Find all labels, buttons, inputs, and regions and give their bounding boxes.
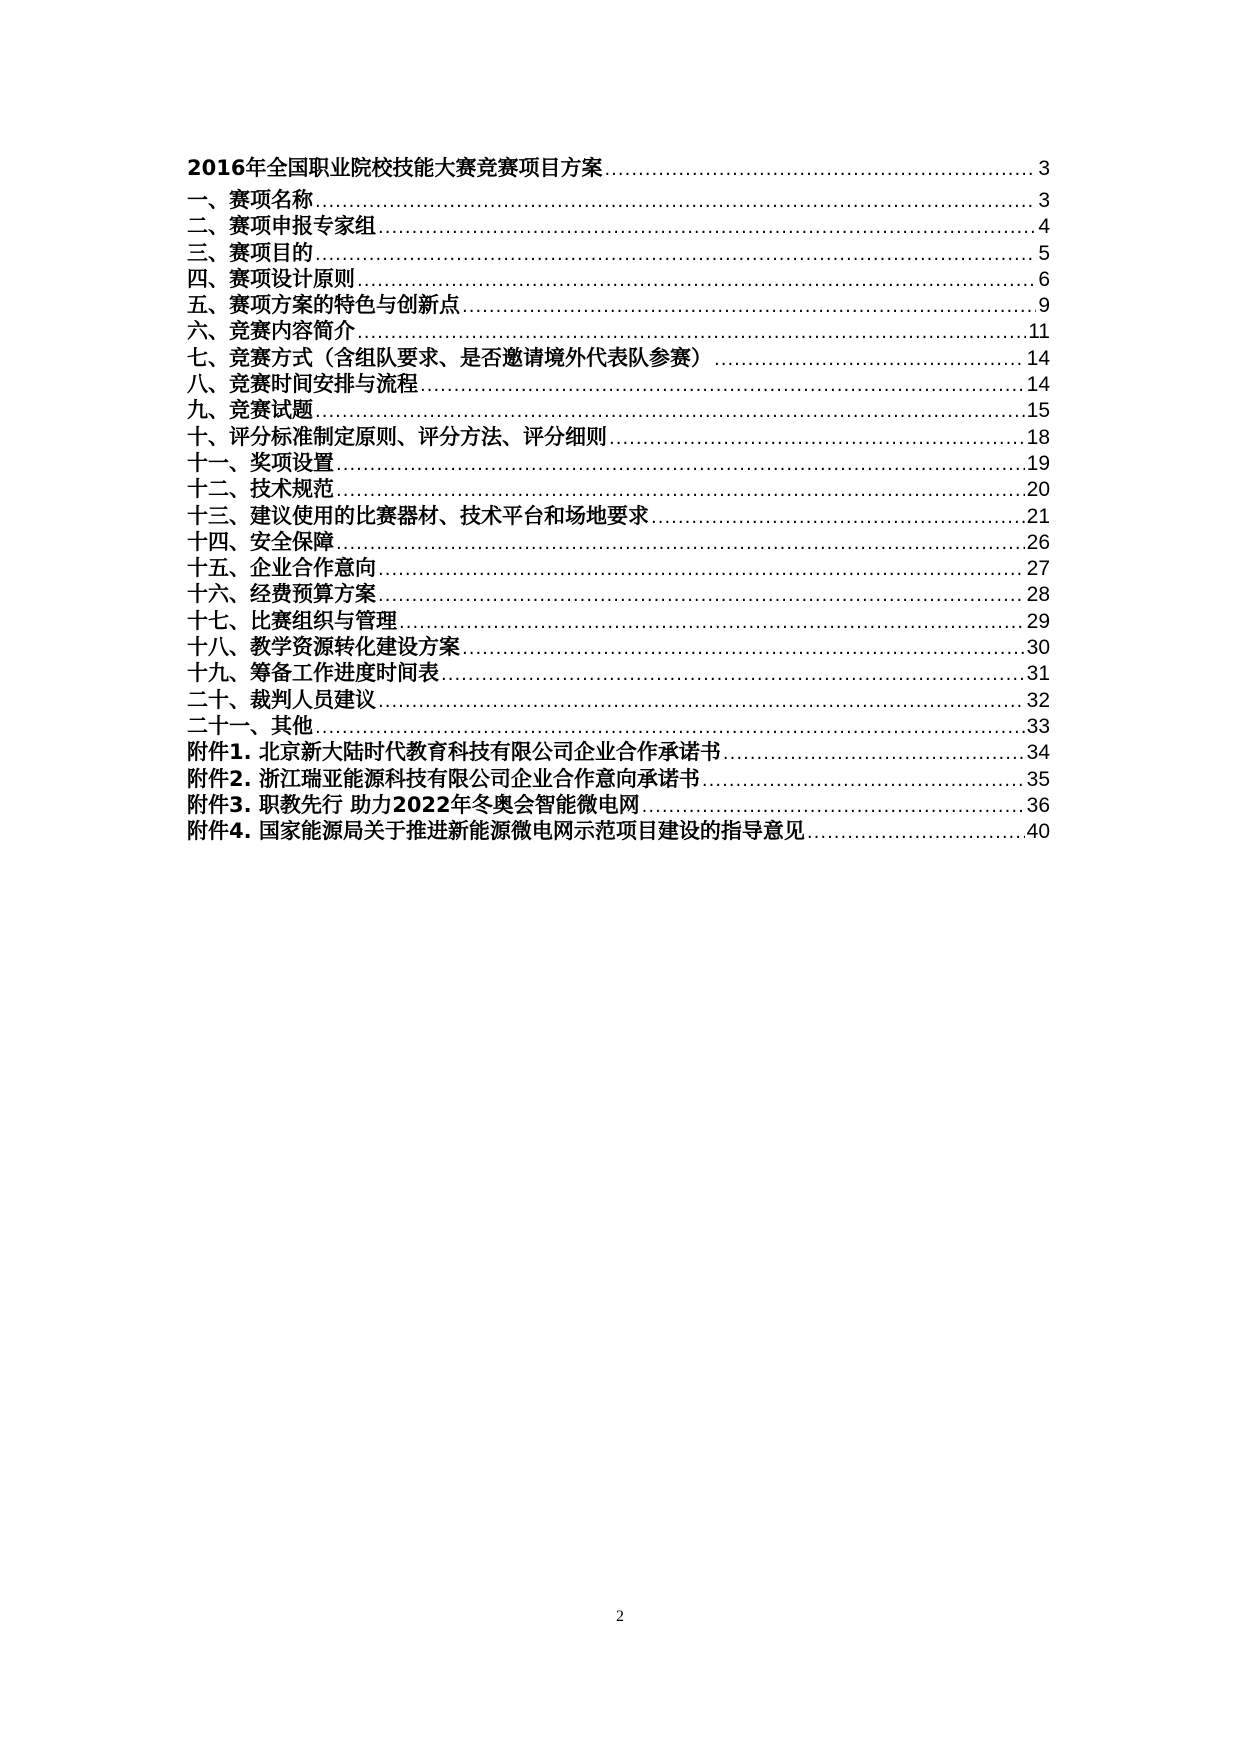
toc-dot-leader bbox=[315, 242, 1036, 268]
toc-entry[interactable] bbox=[187, 766, 1050, 792]
toc-entry-page: 40 bbox=[1026, 820, 1050, 844]
toc-entry[interactable] bbox=[187, 240, 1050, 266]
toc-entry-title: 十八、教学资源转化建设方案 bbox=[187, 635, 460, 660]
toc-dot-leader bbox=[714, 347, 1025, 373]
toc-entry-page: 27 bbox=[1026, 557, 1050, 581]
toc-entry-page: 18 bbox=[1026, 425, 1050, 449]
toc-entry-title: 十三、建议使用的比赛器材、技术平台和场地要求 bbox=[187, 503, 649, 528]
toc-entry-page: 34 bbox=[1026, 741, 1050, 765]
toc-entry-page: 26 bbox=[1026, 530, 1050, 554]
toc-entry-title: 六、竞赛内容简介 bbox=[187, 319, 355, 344]
toc-entry-title: 十一、奖项设置 bbox=[187, 450, 334, 475]
toc-entry-title: 十五、企业合作意向 bbox=[187, 556, 376, 581]
toc-entry-page: 21 bbox=[1026, 504, 1050, 528]
toc-entry-page: 20 bbox=[1026, 478, 1050, 502]
toc-entry-page: 29 bbox=[1026, 609, 1050, 633]
toc-entry[interactable] bbox=[187, 634, 1050, 660]
toc-entry-page: 19 bbox=[1026, 451, 1050, 475]
toc-dot-leader bbox=[604, 157, 1036, 183]
toc-entry-title: 二十一、其他 bbox=[187, 713, 313, 738]
toc-dot-leader bbox=[609, 426, 1025, 452]
toc-dot-leader bbox=[378, 557, 1025, 583]
toc-entry[interactable] bbox=[187, 155, 1050, 187]
toc-entry[interactable] bbox=[187, 608, 1050, 634]
toc-entry-page: 9 bbox=[1038, 294, 1050, 318]
toc-entry-title: 二十、裁判人员建议 bbox=[187, 687, 376, 712]
toc-entry-title: 附件2. 浙江瑞亚能源科技有限公司企业合作意向承诺书 bbox=[187, 766, 700, 791]
toc-dot-leader bbox=[807, 820, 1025, 846]
toc-entry-title: 九、竞赛试题 bbox=[187, 398, 313, 423]
toc-entry-title: 十四、安全保障 bbox=[187, 529, 334, 554]
toc-entry-title: 八、竞赛时间安排与流程 bbox=[187, 372, 418, 397]
toc-dot-leader bbox=[336, 531, 1025, 557]
toc-entry[interactable] bbox=[187, 187, 1050, 213]
toc-dot-leader bbox=[378, 215, 1036, 241]
toc-dot-leader bbox=[336, 452, 1025, 478]
toc-entry[interactable] bbox=[187, 266, 1050, 292]
toc-entry[interactable] bbox=[187, 213, 1050, 239]
toc-dot-leader bbox=[651, 505, 1025, 531]
toc-entry-title: 附件3. 职教先行 助力2022年冬奥会智能微电网 bbox=[187, 792, 640, 817]
toc-dot-leader bbox=[399, 610, 1025, 636]
toc-dot-leader bbox=[642, 794, 1025, 820]
toc-entry-title: 二、赛项申报专家组 bbox=[187, 214, 376, 239]
toc-entry-page: 35 bbox=[1026, 767, 1050, 791]
toc-dot-leader bbox=[378, 689, 1025, 715]
toc-entry-page: 11 bbox=[1028, 320, 1050, 344]
toc-entry-page: 31 bbox=[1026, 662, 1050, 686]
toc-dot-leader bbox=[702, 768, 1025, 794]
toc-entry-title: 2016年全国职业院校技能大赛竞赛项目方案 bbox=[187, 156, 603, 180]
toc-entry-page: 14 bbox=[1026, 373, 1050, 397]
toc-entry[interactable] bbox=[187, 397, 1050, 423]
toc-entry[interactable] bbox=[187, 739, 1050, 765]
toc-entry-title: 四、赛项设计原则 bbox=[187, 266, 355, 291]
toc-entry-page: 5 bbox=[1038, 241, 1050, 265]
toc-entry[interactable] bbox=[187, 424, 1050, 450]
toc-entry-page: 30 bbox=[1026, 636, 1050, 660]
toc-entry-title: 一、赛项名称 bbox=[187, 188, 313, 212]
table-of-contents bbox=[187, 155, 1050, 844]
toc-entry[interactable] bbox=[187, 450, 1050, 476]
toc-entry-page: 15 bbox=[1026, 399, 1050, 423]
toc-entry[interactable] bbox=[187, 713, 1050, 739]
toc-entry-title: 十七、比赛组织与管理 bbox=[187, 608, 397, 633]
toc-entry-page: 4 bbox=[1038, 215, 1050, 239]
toc-entry-title: 十九、筹备工作进度时间表 bbox=[187, 661, 439, 686]
toc-entry-title: 附件1. 北京新大陆时代教育科技有限公司企业合作承诺书 bbox=[187, 740, 721, 765]
toc-dot-leader bbox=[723, 741, 1025, 767]
toc-dot-leader bbox=[462, 294, 1036, 320]
toc-entry[interactable] bbox=[187, 476, 1050, 502]
toc-entry[interactable] bbox=[187, 660, 1050, 686]
toc-entry[interactable] bbox=[187, 818, 1050, 844]
toc-dot-leader bbox=[336, 478, 1025, 504]
toc-entry-page: 3 bbox=[1038, 157, 1050, 180]
toc-entry-page: 6 bbox=[1038, 267, 1050, 291]
toc-entry-page: 28 bbox=[1026, 583, 1050, 607]
toc-entry[interactable] bbox=[187, 318, 1050, 344]
toc-entry-page: 33 bbox=[1026, 714, 1050, 738]
toc-entry[interactable] bbox=[187, 581, 1050, 607]
toc-entry-title: 七、竞赛方式（含组队要求、是否邀请境外代表队参赛） bbox=[187, 345, 712, 370]
toc-dot-leader bbox=[378, 583, 1025, 609]
toc-dot-leader bbox=[357, 320, 1026, 346]
toc-entry[interactable] bbox=[187, 503, 1050, 529]
toc-entry-page: 36 bbox=[1026, 793, 1050, 817]
toc-entry-title: 十二、技术规范 bbox=[187, 477, 334, 502]
toc-dot-leader bbox=[315, 715, 1025, 741]
toc-entry[interactable] bbox=[187, 555, 1050, 581]
toc-entry-title: 附件4. 国家能源局关于推进新能源微电网示范项目建设的指导意见 bbox=[187, 819, 805, 844]
toc-entry-title: 五、赛项方案的特色与创新点 bbox=[187, 293, 460, 318]
toc-entry-page: 32 bbox=[1026, 688, 1050, 712]
toc-entry-page: 3 bbox=[1038, 189, 1050, 212]
toc-dot-leader bbox=[315, 189, 1036, 215]
toc-entry-title: 十六、经费预算方案 bbox=[187, 582, 376, 607]
toc-entry[interactable] bbox=[187, 371, 1050, 397]
toc-entry[interactable] bbox=[187, 792, 1050, 818]
page-number: 2 bbox=[616, 1608, 624, 1625]
toc-dot-leader bbox=[315, 399, 1025, 425]
toc-entry[interactable] bbox=[187, 687, 1050, 713]
toc-dot-leader bbox=[462, 636, 1025, 662]
toc-entry-page: 14 bbox=[1026, 346, 1050, 370]
toc-entry-title: 十、评分标准制定原则、评分方法、评分细则 bbox=[187, 424, 607, 449]
toc-entry[interactable] bbox=[187, 292, 1050, 318]
toc-entry[interactable] bbox=[187, 345, 1050, 371]
toc-entry[interactable] bbox=[187, 529, 1050, 555]
toc-dot-leader bbox=[420, 373, 1025, 399]
toc-dot-leader bbox=[441, 662, 1025, 688]
toc-dot-leader bbox=[357, 268, 1036, 294]
toc-entry-title: 三、赛项目的 bbox=[187, 240, 313, 265]
